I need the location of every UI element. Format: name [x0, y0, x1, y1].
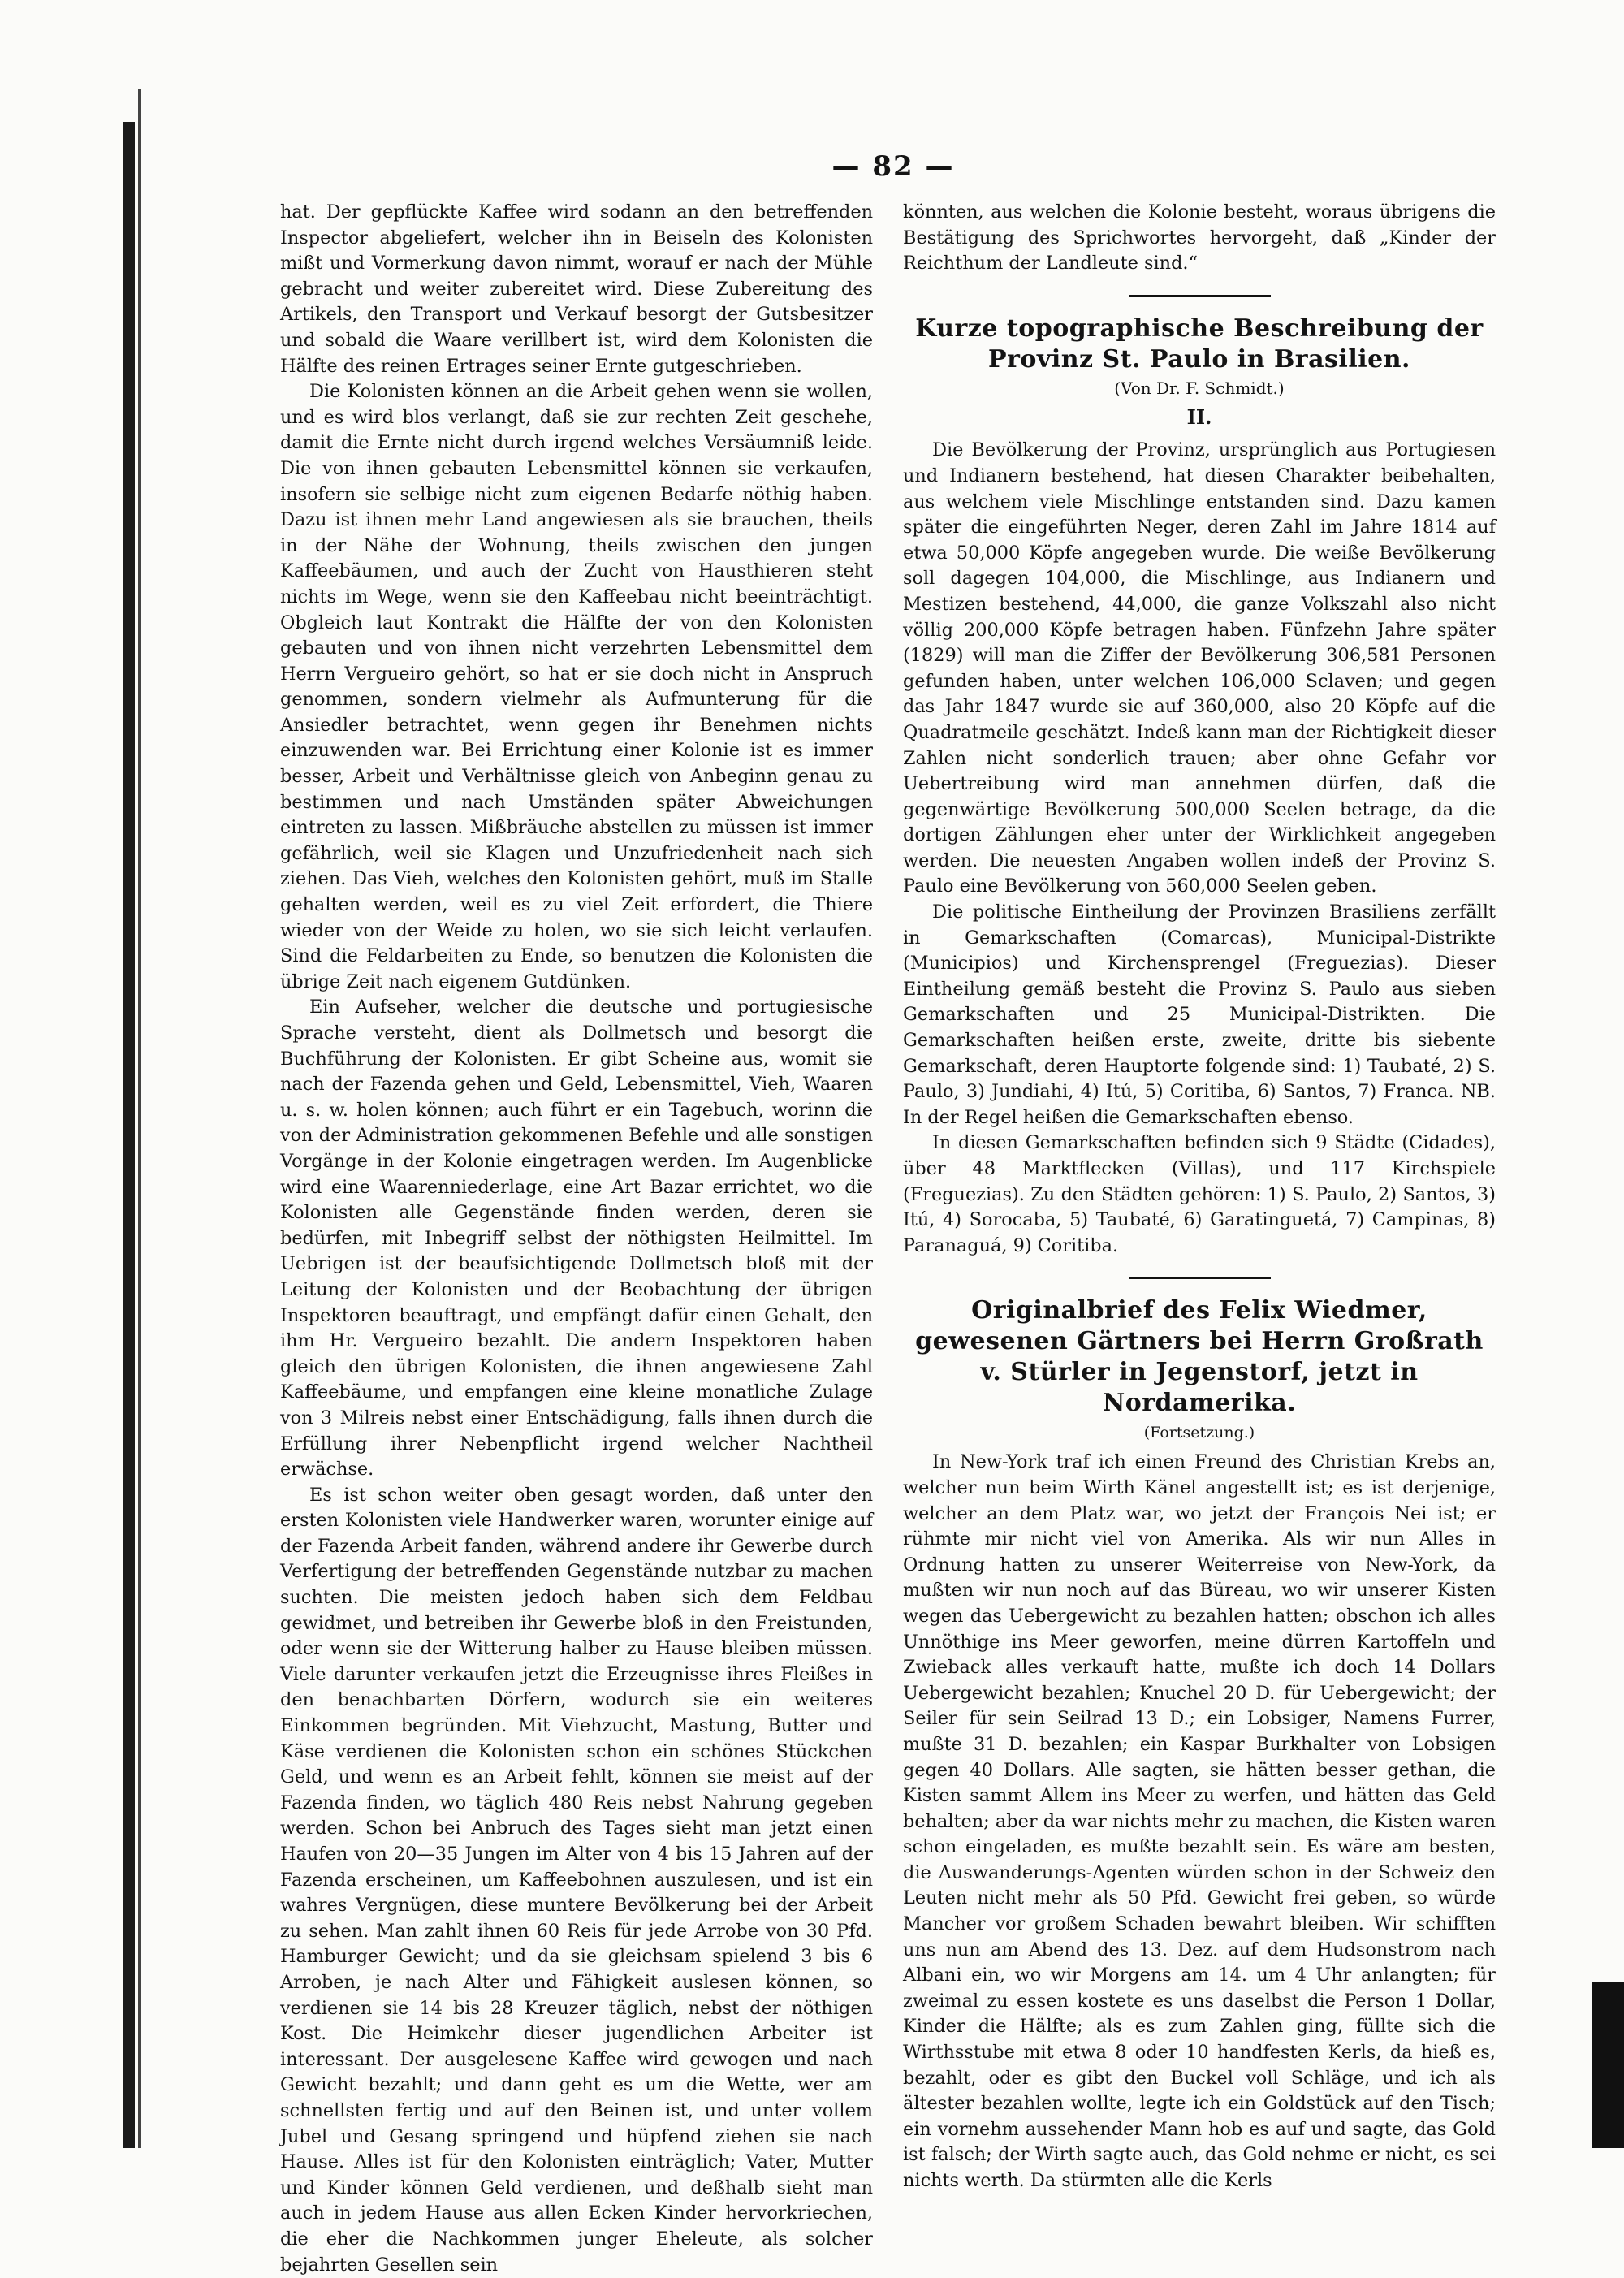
- article-headline: Originalbrief des Felix Wiedmer, gewesenen Gärtners bei Herrn Großrath v. Stürler in Jegenstorf, jetzt in Nordamerika.: [915, 1296, 1484, 1418]
- paragraph: Die Bevölkerung der Provinz, ursprünglich aus Portugiesen und Indianern bestehend, hat diesen Charakter beibehalten, aus welchem viele Mischlinge entstanden sind. Dazu kamen später die eingeführten Neger, deren Zahl im Jahre 1814 auf etwa 50,000 Köpfe angegeben wurde. Die weiße Bevölkerung soll dagegen 104,000, die Mischlinge, aus Indianern und Mestizen bestehend, 44,000, die ganze Volkszahl also nicht völlig 200,000 Köpfe betragen haben. Fünfzehn Jahre später (1829) will man die Ziffer der Bevölkerung 306,581 Personen gefunden haben, unter welchen 106,000 Sclaven; und gegen das Jahr 1847 wurde sie auf 360,000, also 20 Köpfe auf die Quadratmeile geschätzt. Indeß kann man der Richtigkeit dieser Zahlen nicht sonderlich trauen; aber ohne Gefahr vor Uebertreibung wird man annehmen dürfen, daß die gegenwärtige Bevölkerung 500,000 Seelen betrage, da die dortigen Zählungen eher unter der Wirklichkeit angegeben werden. Die neuesten Angaben wollen indeß der Provinz S. Paulo eine Bevölkerung von 560,000 Seelen geben.: [903, 439, 1496, 897]
- page-number: — 82 —: [831, 150, 955, 183]
- paragraph: hat. Der gepflückte Kaffee wird sodann an den betreffenden Inspector abgeliefert, welcher ihn in Beiseln des Kolonisten mißt und Vormerkung davon nimmt, worauf er nach der Mühle gebracht und weiter zubereitet wird. Diese Zubereitung des Artikels, den Transport und Verkauf besorgt der Gutsbesitzer und sobald die Waare verillbert ist, wird dem Kolonisten die Hälfte des reinen Ertrages seiner Ernte gutgeschrieben.: [280, 201, 873, 377]
- scan-edge-shadow: [138, 89, 141, 2148]
- scan-corner-shadow: [1592, 1982, 1624, 2148]
- paragraph: Ein Aufseher, welcher die deutsche und portugiesische Sprache versteht, dient als Dollmetsch und besorgt die Buchführung der Kolonisten. Er gibt Scheine aus, womit sie nach der Fazenda gehen und Geld, Lebensmittel, Vieh, Waaren u. s. w. holen können; auch führt er ein Tagebuch, worinn die von der Administration gekommenen Befehle und alle sonstigen Vorgänge in der Kolonie eingetragen werden. Im Augenblicke wird eine Waarenniederlage, eine Art Bazar errichtet, wo die Kolonisten alle Gegenstände finden werden, deren sie bedürfen, mit Inbegriff selbst der nöthigsten Heilmittel. Im Uebrigen ist der beaufsichtigende Dollmetsch bloß mit der Leitung der Kolonisten und der Beobachtung der übrigen Inspektoren beauftragt, und empfängt dafür einen Gehalt, den ihm Hr. Vergueiro bezahlt. Die andern Inspektoren haben gleich den übrigen Kolonisten, die ihnen angewiesene Zahl Kaffeebäume, und empfangen eine kleine monatliche Zulage von 3 Milreis nebst einer Entschädigung, falls ihnen durch die Erfüllung ihrer Nebenpflicht irgend welcher Nachtheil erwächse.: [280, 996, 873, 1480]
- paragraph: Es ist schon weiter oben gesagt worden, daß unter den ersten Kolonisten viele Handwerker waren, worunter einige auf der Fazenda Arbeit fanden, während andere ihr Gewerbe durch Verfertigung der betreffenden Gegenstände nutzbar zu machen suchten. Die meisten jedoch haben sich dem Feldbau gewidmet, und betreiben ihr Gewerbe bloß in den Freistunden, oder wenn sie der Witterung halber zu Hause bleiben müssen. Viele darunter verkaufen jetzt die Erzeugnisse ihres Fleißes in den benachbarten Dörfern, wodurch sie ein weiteres Einkommen begründen. Mit Viehzucht, Mastung, Butter und Käse verdienen die Kolonisten schon ein schönes Stückchen Geld, und wenn es an Arbeit fehlt, können sie meist auf der Fazenda finden, wo täglich 480 Reis nebst Nahrung gegeben werden. Schon bei Anbruch des Tages sieht man jetzt einen Haufen von 20—35 Jungen im Alter von 4 bis 15 Jahren auf der Fazenda erscheinen, um Kaffeebohnen auszulesen, und ist ein wahres Vergnügen, diese muntere Bevölkerung bei der Arbeit zu sehen. Man zahlt ihnen 60 Reis für jede Arrobe von 30 Pfd. Hamburger Gewicht; und da sie gleichsam spielend 3 bis 6 Arroben, je nach Alter und Fähigkeit auslesen können, so verdienen sie 14 bis 28 Kreuzer täglich, nebst der nöthigen Kost. Die Heimkehr dieser jugendlichen Arbeiter ist interessant. Der ausgelesene Kaffee wird gewogen und nach Gewicht bezahlt; und dann geht es um die Wette, wer am schnellsten fertig und auf den Beinen ist, und unter vollem Jubel und Gesang springend und hüpfend ziehen sie nach Hause. Alles ist für den Kolonisten einträglich; Vater, Mutter und Kinder können Geld verdienen, und deßhalb sieht man auch in jedem Hause aus allen Ecken Kinder hervorkriechen, die eher die Nachkommen junger Eheleute, als solcher bejahrten Gesellen sein: [280, 1484, 873, 2276]
- paragraph: Die politische Eintheilung der Provinzen Brasiliens zerfällt in Gemarkschaften (Comarcas), Municipal-Distrikte (Municipios) und Kirchensprengel (Freguezias). Dieser Eintheilung gemäß besteht die Provinz S. Paulo aus sieben Gemarkschaften und 25 Municipal-Distrikten. Die Gemarkschaften heißen erste, zweite, dritte bis siebente Gemarkschaft, deren Hauptorte folgende sind: 1) Taubaté, 2) S. Paulo, 3) Jundiahi, 4) Itú, 5) Coritiba, 6) Santos, 7) Franca. NB. In der Regel heißen die Gemarkschaften ebenso.: [903, 901, 1496, 1128]
- article-part-number: II.: [1186, 404, 1212, 429]
- paragraph-continued: könnten, aus welchen die Kolonie besteht, woraus übrigens die Bestätigung des Sprichwortes hervorgeht, daß „Kinder der Reichthum der Landleute sind.“: [903, 201, 1496, 274]
- section-divider: [1129, 295, 1271, 297]
- left-column: [280, 200, 873, 2278]
- section-divider: [1129, 1277, 1271, 1279]
- right-column: [903, 200, 1496, 2194]
- paragraph: Die Kolonisten können an die Arbeit gehen wenn sie wollen, und es wird blos verlangt, daß sie zur rechten Zeit geschehe, damit die Ernte nicht durch irgend welches Versäumniß leide. Die von ihnen gebauten Lebensmittel können sie verkaufen, insofern sie selbige nicht zum eigenen Bedarfe nöthig haben. Dazu ist ihnen mehr Land angewiesen als sie brauchen, theils in der Nähe der Wohnung, theils zwischen den jungen Kaffeebäumen, und auch der Zucht von Hausthieren steht nichts im Wege, wenn sie den Kaffeebau nicht beeinträchtigt. Obgleich laut Kontrakt die Hälfte der von den Kolonisten gebauten und von ihnen nicht verzehrten Lebensmittel dem Herrn Vergueiro gehört, so hat er sie doch nicht in Anspruch genommen, sondern vielmehr als Aufmunterung für die Ansiedler betrachtet, wenn gegen ihr Benehmen nichts einzuwenden war. Bei Errichtung einer Kolonie ist es immer besser, Arbeit und Verhältnisse gleich von Anbeginn genau zu bestimmen und nach Umständen später Abweichungen eintreten zu lassen. Mißbräuche abstellen zu müssen ist immer gefährlich, weil sie Klagen und Unzufriedenheit nach sich ziehen. Das Vieh, welches den Kolonisten gehört, muß im Stalle gehalten werden, weil es zu viel Zeit erfordert, die Thiere wieder von der Weide zu holen, wo sie sich leicht verlaufen. Sind die Feldarbeiten zu Ende, so benutzen die Kolonisten die übrige Zeit nach eigenem Gutdünken.: [280, 381, 873, 992]
- paragraph: In diesen Gemarkschaften befinden sich 9 Städte (Cidades), über 48 Marktflecken (Villas), und 117 Kirchspiele (Freguezias). Zu den Städten gehören: 1) S. Paulo, 2) Santos, 3) Itú, 4) Sorocaba, 5) Taubaté, 6) Garatinguetá, 7) Campinas, 8) Paranaguá, 9) Coritiba.: [903, 1132, 1496, 1256]
- continuation-note: (Fortsetzung.): [1143, 1424, 1255, 1442]
- article-byline: (Von Dr. F. Schmidt.): [1114, 378, 1285, 398]
- paragraph: In New-York traf ich einen Freund des Christian Krebs an, welcher nun beim Wirth Känel angestellt ist; es ist derjenige, welcher an dem Platz war, wo jetzt der François Nei ist; er rühmte mir nicht viel von Amerika. Als wir nun Alles in Ordnung hatten zu unserer Weiterreise von New-York, da mußten wir nun noch auf das Büreau, wo wir unserer Kisten wegen das Uebergewicht zu bezahlen hatten; obschon ich alles Unnöthige ins Meer geworfen, meine dürren Kartoffeln und Zwieback alles verkauft hatte, mußte ich doch 14 Dollars Uebergewicht bezahlen; Knuchel 20 D. für Uebergewicht; der Seiler für sein Seilrad 13 D.; ein Lobsiger, Namens Furrer, mußte 31 D. bezahlen; ein Kaspar Burkhalter von Lobsigen gegen 40 Dollars. Alle sagten, sie hätten besser gethan, die Kisten sammt Allem ins Meer zu werfen, und hätten das Geld behalten; aber da war nichts mehr zu machen, die Kisten waren schon eingeladen, es mußte bezahlt sein. Es wäre am besten, die Auswanderungs-Agenten würden schon in der Schweiz den Leuten nicht mehr als 50 Pfd. Gewicht frei geben, so würde Mancher vor großem Schaden bewahrt bleiben. Wir schifften uns nun am Abend des 13. Dez. auf dem Hudsonstrom nach Albani ein, wo wir Morgens am 14. um 4 Uhr anlangten; für zweimal zu essen kostete es uns daselbst die Person 1 Dollar, Kinder die Hälfte; als es zum Zahlen ging, füllte sich die Wirthsstube mit etwa 8 oder 10 handfesten Kerls, da hieß es, bezahlt, oder es gibt den Buckel voll Schläge, und ich als ältester bezahlen wollte, legte ich ein Goldstück auf den Tisch; ein vornehm aussehender Mann hob es auf und sagte, das Gold ist falsch; der Wirth sagte auch, das Gold nehme er nicht, es sei nichts werth. Da stürmten alle die Kerls: [903, 1451, 1496, 2191]
- article-headline: Kurze topographische Beschreibung der Provinz St. Paulo in Brasilien.: [915, 313, 1484, 374]
- scan-binding-edge: [123, 122, 135, 2148]
